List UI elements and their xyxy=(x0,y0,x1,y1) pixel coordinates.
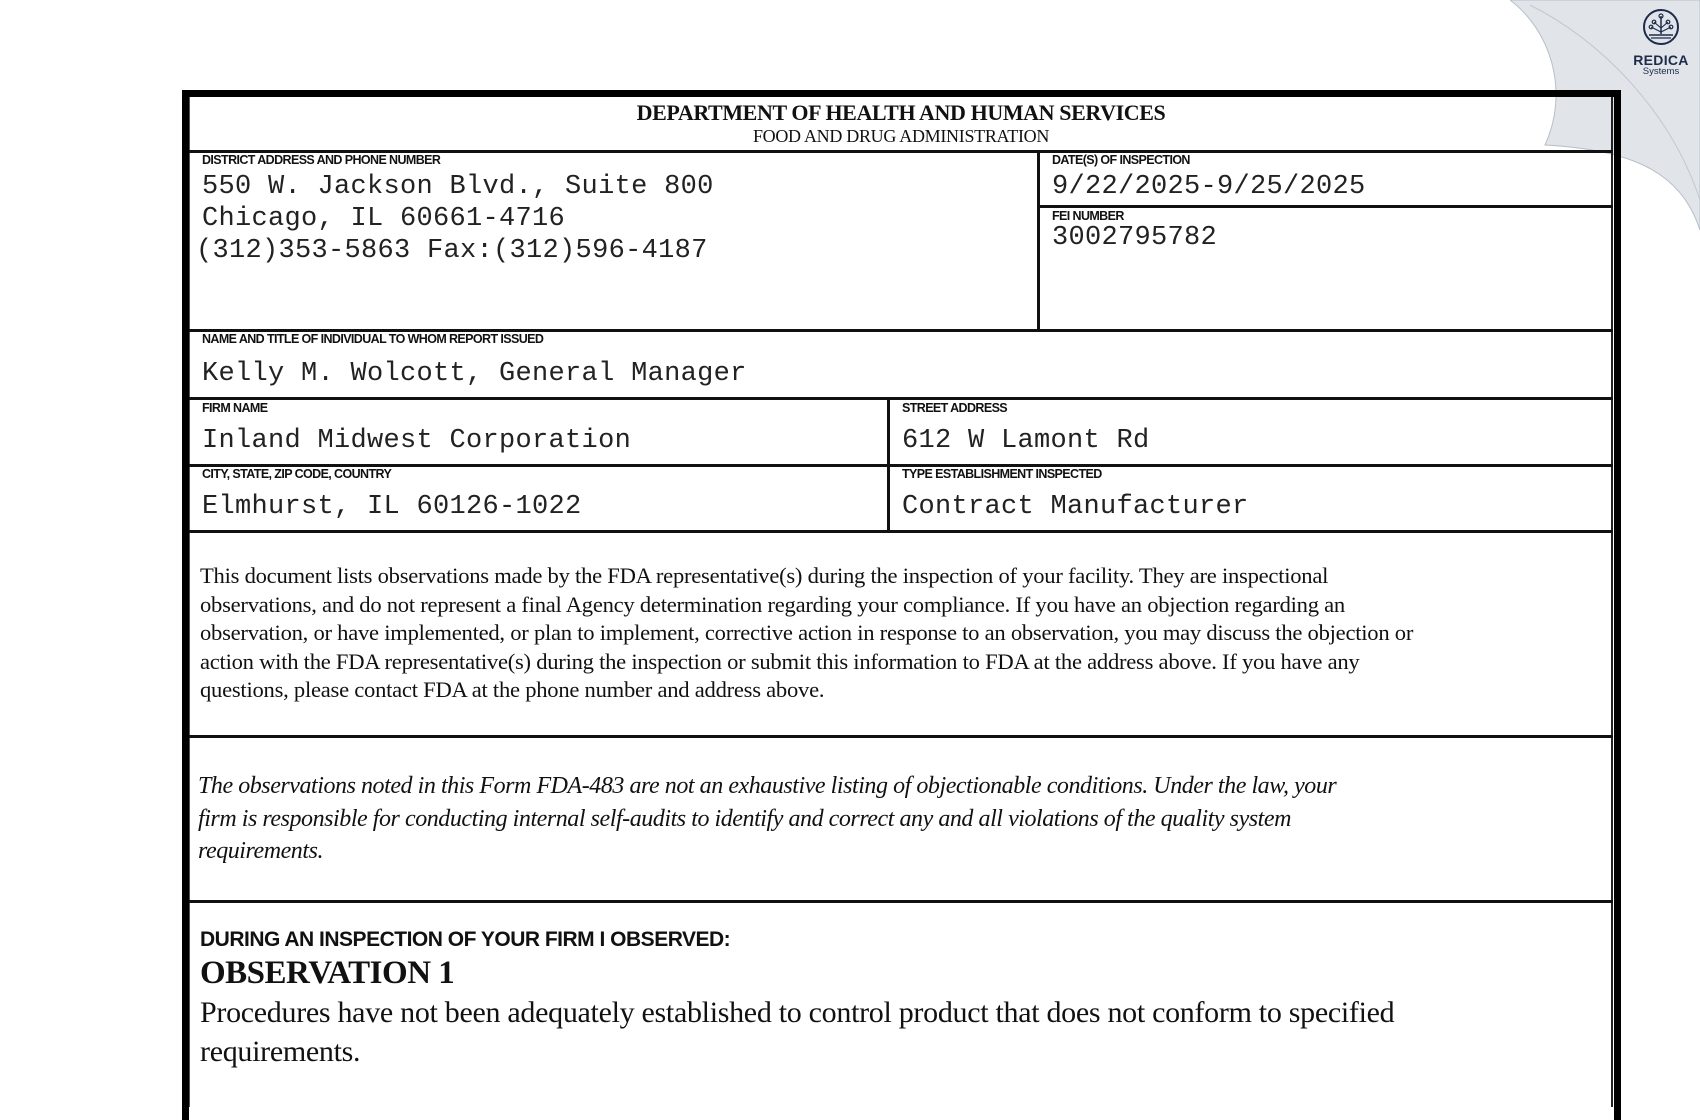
fei-label: FEI NUMBER xyxy=(1052,209,1124,223)
establishment-type-label: TYPE ESTABLISHMENT INSPECTED xyxy=(902,467,1102,481)
department-heading: DEPARTMENT OF HEALTH AND HUMAN SERVICES xyxy=(636,100,1166,125)
observation-text xyxy=(200,993,1600,1071)
observation-line: Procedures have not been adequately established to control product that does not conform to specified xyxy=(200,996,1395,1029)
redica-tree-icon xyxy=(1642,8,1680,46)
district-address-line2: Chicago, IL 60661-4716 xyxy=(202,204,566,234)
city-value: Elmhurst, IL 60126-1022 xyxy=(202,492,582,522)
disclaimer-line: This document lists observations made by the FDA representative(s) during the inspection of your facility. They are inspectional xyxy=(200,563,1329,588)
disclaimer-line: action with the FDA representative(s) during the inspection or submit this information to FDA at the address above. If you have any xyxy=(200,648,1360,674)
establishment-type-value: Contract Manufacturer xyxy=(902,492,1249,522)
divider xyxy=(189,900,1613,903)
brand-subtitle: Systems xyxy=(1642,66,1680,77)
city-label: CITY, STATE, ZIP CODE, COUNTRY xyxy=(202,467,392,481)
inspection-dates-value: 9/22/2025-9/25/2025 xyxy=(1052,172,1366,202)
observation-title: OBSERVATION 1 xyxy=(200,955,455,991)
divider xyxy=(1037,150,1040,331)
divider xyxy=(189,530,1613,533)
divider xyxy=(189,464,1613,467)
brand-name: REDICA xyxy=(1633,52,1689,68)
firm-name-label: FIRM NAME xyxy=(202,401,268,415)
notice-paragraph xyxy=(198,770,1598,868)
street-address-value: 612 W Lamont Rd xyxy=(902,426,1150,456)
disclaimer-paragraph xyxy=(200,562,1600,705)
street-address-label: STREET ADDRESS xyxy=(902,401,1008,415)
fei-value: 3002795782 xyxy=(1052,223,1218,253)
disclaimer-line: observations, and do not represent a final Agency determination regarding your compliance. If you have an objection regarding an xyxy=(200,591,1345,617)
disclaimer-line: observation, or have implemented, or plan to implement, corrective action in response to an observation, you may discuss the objection or xyxy=(200,620,1414,646)
recipient-label: NAME AND TITLE OF INDIVIDUAL TO WHOM REPORT ISSUED xyxy=(202,332,544,346)
divider xyxy=(189,735,1613,738)
recipient-value: Kelly M. Wolcott, General Manager xyxy=(202,359,747,389)
inspection-dates-label: DATE(S) OF INSPECTION xyxy=(1052,153,1190,167)
firm-name-value: Inland Midwest Corporation xyxy=(202,426,632,456)
agency-heading: FOOD AND DRUG ADMINISTRATION xyxy=(752,126,1050,146)
divider xyxy=(1037,205,1613,208)
notice-line: firm is responsible for conducting internal self-audits to identify and correct any and all violations of the quality system xyxy=(198,805,1291,832)
notice-line: requirements. xyxy=(198,838,324,864)
divider xyxy=(189,397,1613,400)
observation-line: requirements. xyxy=(200,1035,361,1068)
district-phone-fax: (312)353-5863 Fax:(312)596-4187 xyxy=(196,236,708,266)
observations-intro: DURING AN INSPECTION OF YOUR FIRM I OBSERVED: xyxy=(200,928,731,951)
district-label: DISTRICT ADDRESS AND PHONE NUMBER xyxy=(202,153,441,167)
district-address-line1: 550 W. Jackson Blvd., Suite 800 xyxy=(202,172,714,202)
disclaimer-line: questions, please contact FDA at the phone number and address above. xyxy=(200,677,825,703)
notice-line: The observations noted in this Form FDA-483 are not an exhaustive listing of objectionable conditions. Under the law, your xyxy=(198,773,1337,799)
redica-logo xyxy=(1622,8,1700,77)
